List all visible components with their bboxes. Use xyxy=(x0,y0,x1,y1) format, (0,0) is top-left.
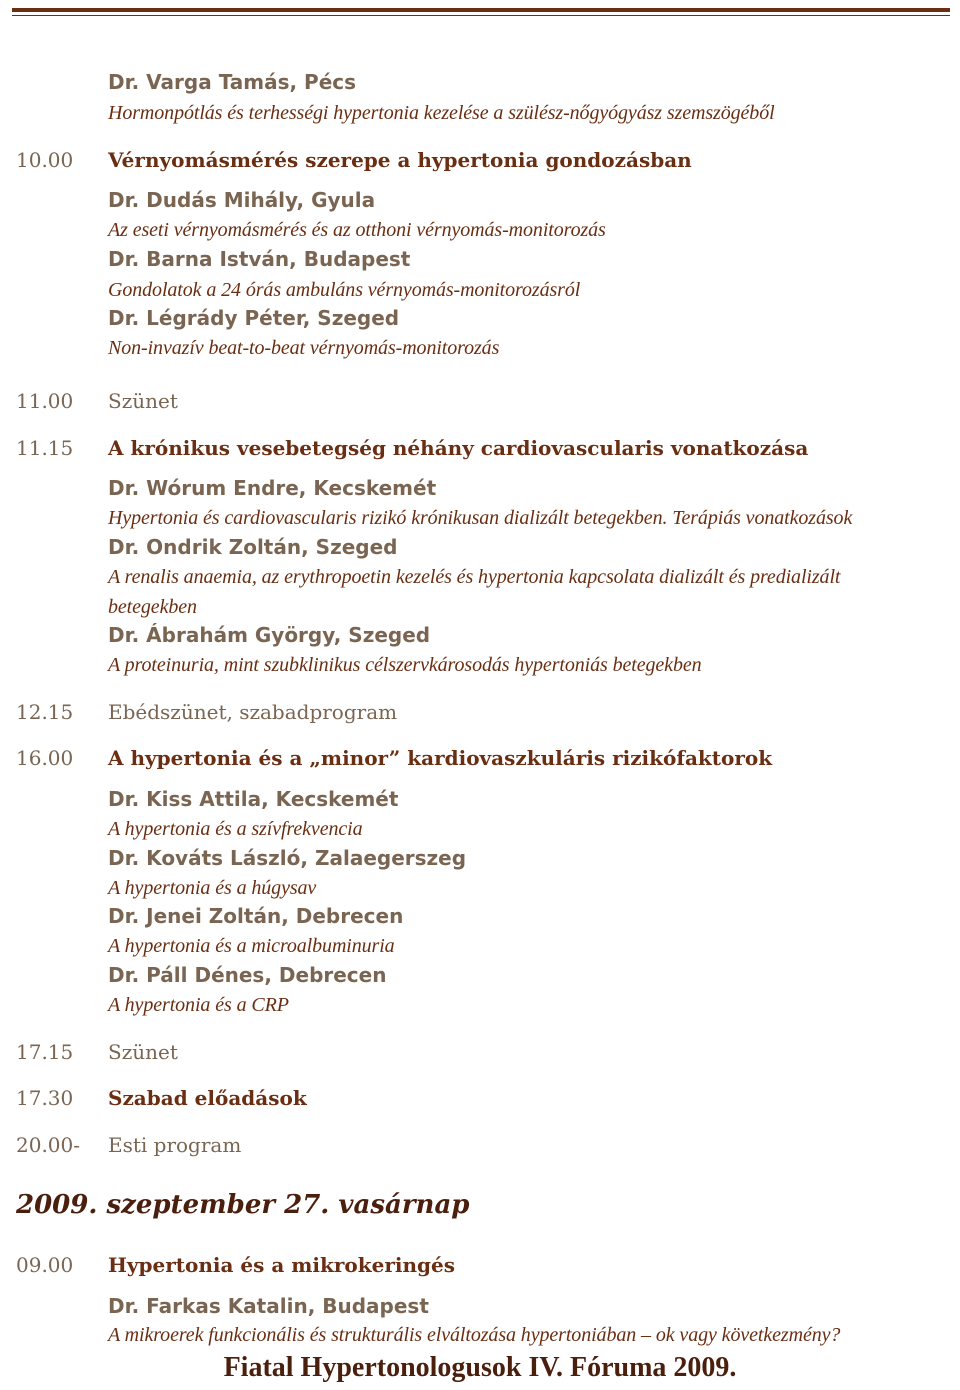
page-footer: Fiatal Hypertonologusok IV. Fóruma 2009. xyxy=(223,1352,737,1383)
talk-title: A hypertonia és a microalbuminuria xyxy=(108,935,395,957)
session-title: A krónikus vesebetegség néhány cardiovascularis vonatkozása xyxy=(108,436,809,460)
speaker-name: Dr. Kováts László, Zalaegerszeg xyxy=(108,846,467,870)
talk-title: A mikroerek funkcionális és strukturális elváltozása hypertoniában – ok vagy következmény? xyxy=(108,1324,841,1346)
session-title: Vérnyomásmérés szerepe a hypertonia gondozásban xyxy=(108,148,692,172)
break-time: 17.15 xyxy=(16,1040,74,1064)
break-label: Szünet xyxy=(108,1040,178,1064)
session-time: 16.00 xyxy=(16,746,74,770)
top-divider xyxy=(12,8,950,12)
session-time: 09.00 xyxy=(16,1253,74,1277)
talk-title: Gondolatok a 24 órás ambuláns vérnyomás-monitorozásról xyxy=(108,279,581,301)
session-time: 17.30 xyxy=(16,1086,74,1110)
session-time: 11.15 xyxy=(16,436,74,460)
evening-time: 20.00- xyxy=(16,1133,81,1157)
speaker-name: Dr. Ábrahám György, Szeged xyxy=(108,623,431,647)
lunch-time: 12.15 xyxy=(16,700,74,724)
talk-title: Hypertonia és cardiovascularis rizikó krónikusan dializált betegekben. Terápiás vonatkozások xyxy=(108,507,853,529)
speaker-name: Dr. Farkas Katalin, Budapest xyxy=(108,1294,429,1318)
evening-label: Esti program xyxy=(108,1133,242,1157)
break-label: Szünet xyxy=(108,389,178,413)
speaker-name: Dr. Barna István, Budapest xyxy=(108,247,411,271)
session-title: Szabad előadások xyxy=(108,1086,307,1110)
talk-title: A hypertonia és a húgysav xyxy=(108,877,317,899)
break-time: 11.00 xyxy=(16,389,74,413)
lunch-label: Ebédszünet, szabadprogram xyxy=(108,700,398,724)
session-time: 10.00 xyxy=(16,148,74,172)
talk-title-continuation: betegekben xyxy=(108,596,197,618)
day-heading: 2009. szeptember 27. vasárnap xyxy=(16,1190,470,1220)
speaker-name: Dr. Jenei Zoltán, Debrecen xyxy=(108,904,404,928)
talk-title: Hormonpótlás és terhességi hypertonia kezelése a szülész-nőgyógyász szemszögéből xyxy=(108,102,775,124)
speaker-name: Dr. Páll Dénes, Debrecen xyxy=(108,963,387,987)
talk-title: Az eseti vérnyomásmérés és az otthoni vérnyomás-monitorozás xyxy=(108,219,606,241)
talk-title: A hypertonia és a CRP xyxy=(108,994,289,1016)
speaker-name: Dr. Légrády Péter, Szeged xyxy=(108,306,400,330)
talk-title: A hypertonia és a szívfrekvencia xyxy=(108,818,363,840)
speaker-name: Dr. Dudás Mihály, Gyula xyxy=(108,188,376,212)
speaker-name: Dr. Varga Tamás, Pécs xyxy=(108,70,357,94)
speaker-name: Dr. Ondrik Zoltán, Szeged xyxy=(108,535,398,559)
session-title: Hypertonia és a mikrokeringés xyxy=(108,1253,455,1277)
talk-title: A renalis anaemia, az erythropoetin kezelés és hypertonia kapcsolata dializált és predializált xyxy=(108,566,841,588)
talk-title: Non-invazív beat-to-beat vérnyomás-monitorozás xyxy=(108,337,500,359)
speaker-name: Dr. Kiss Attila, Kecskemét xyxy=(108,787,399,811)
session-title: A hypertonia és a „minor” kardiovaszkuláris rizikófaktorok xyxy=(108,746,773,770)
talk-title: A proteinuria, mint szubklinikus célszervkárosodás hypertoniás betegekben xyxy=(108,654,702,676)
speaker-name: Dr. Wórum Endre, Kecskemét xyxy=(108,476,437,500)
